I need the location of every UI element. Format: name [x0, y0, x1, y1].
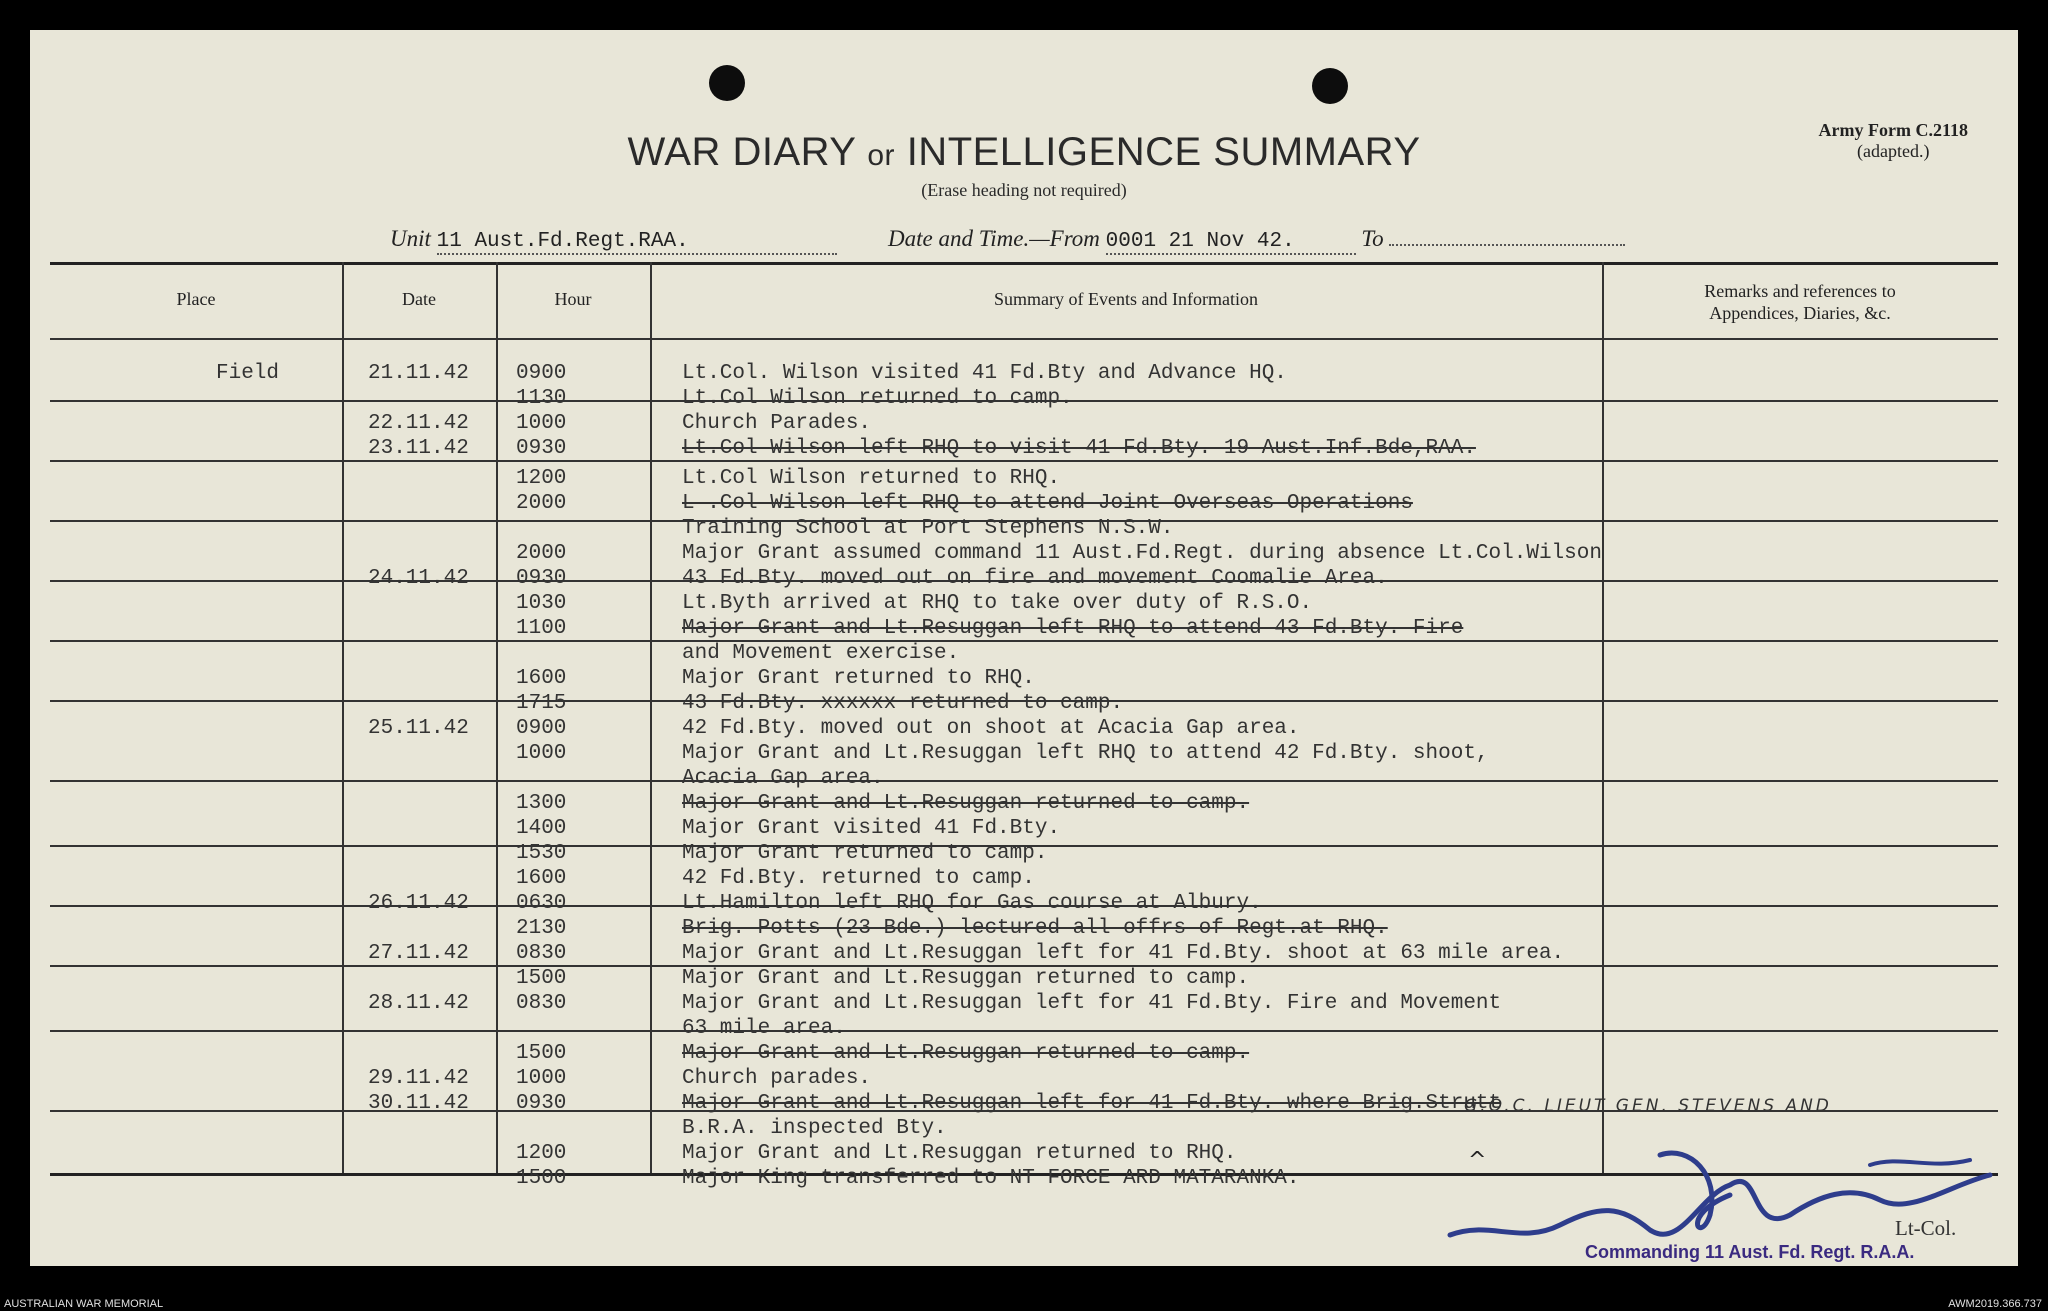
row-summary: Training School at Port Stephens N.S.W.	[682, 517, 1174, 540]
row-hour: 0900	[516, 362, 567, 385]
row-summary: Brig. Potts (23 Bde.) lectured all offrs of Regt.at RHQ.	[682, 917, 1388, 940]
row-hour: 1530	[516, 842, 567, 865]
to-label: To	[1361, 226, 1384, 251]
row-summary: L .Col Wilson left RHQ to attend Joint Overseas Operations	[682, 492, 1413, 515]
rank-lt-col: Lt-Col.	[1895, 1216, 1957, 1240]
row-date: 22.11.42	[368, 412, 469, 435]
col-divider-summary	[1602, 262, 1604, 1173]
row-hour: 0630	[516, 892, 567, 915]
col-divider-hour	[650, 262, 652, 1173]
unit-value: 11 Aust.Fd.Regt.RAA.	[437, 230, 837, 255]
row-summary: Major Grant and Lt.Resuggan returned to camp.	[682, 792, 1250, 815]
row-hour: 0930	[516, 1092, 567, 1115]
punch-hole-right	[1312, 68, 1348, 104]
row-summary: 43 Fd.Bty. xxxxxx returned to camp.	[682, 692, 1124, 715]
row-hour: 1500	[516, 967, 567, 990]
row-summary: Major Grant and Lt.Resuggan returned to camp.	[682, 967, 1250, 990]
to-value	[1389, 244, 1625, 246]
row-hour: 0900	[516, 717, 567, 740]
row-summary: Acacia Gap area.	[682, 767, 884, 790]
row-summary: Lt.Col Wilson returned to camp.	[682, 387, 1073, 410]
row-hour: 2000	[516, 542, 567, 565]
row-hour: 1300	[516, 792, 567, 815]
row-date: 25.11.42	[368, 717, 469, 740]
col-divider-place	[342, 262, 344, 1173]
row-summary: 42 Fd.Bty. moved out on shoot at Acacia Gap area.	[682, 717, 1300, 740]
army-form-adapted: (adapted.)	[1857, 141, 1930, 161]
row-hour: 0930	[516, 437, 567, 460]
row-hour: 1200	[516, 1142, 567, 1165]
row-summary: B.R.A. inspected Bty.	[682, 1117, 947, 1140]
row-hour: 1500	[516, 1167, 567, 1190]
remarks-line-2: Appendices, Diaries, &c.	[1709, 303, 1891, 323]
page-title	[30, 130, 2018, 175]
date-label: Date and Time.—From	[888, 226, 1100, 251]
footer-credit: AUSTRALIAN WAR MEMORIAL	[4, 1298, 164, 1310]
row-place: Field	[216, 362, 280, 385]
row-summary: 63 mile area.	[682, 1017, 846, 1040]
row-divider	[50, 780, 1998, 782]
row-date: 28.11.42	[368, 992, 469, 1015]
row-summary: Major Grant assumed command 11 Aust.Fd.Regt. during absence Lt.Col.Wilson	[682, 542, 1602, 565]
row-hour: 1715	[516, 692, 567, 715]
row-hour: 2130	[516, 917, 567, 940]
title-or: or	[867, 139, 896, 172]
row-hour: 0830	[516, 942, 567, 965]
unit-label: Unit	[390, 226, 431, 251]
row-summary: Lt.Col Wilson left RHQ to visit 41 Fd.Bty. 19 Aust.Inf.Bde,RAA.	[682, 437, 1476, 460]
row-date: 21.11.42	[368, 362, 469, 385]
handwritten-note: G.O.C. LIEUT GEN. STEVENS AND	[1464, 1096, 1832, 1116]
row-hour: 1200	[516, 467, 567, 490]
row-summary: Major Grant and Lt.Resuggan left for 41 Fd.Bty. Fire and Movement	[682, 992, 1502, 1015]
unit-line	[390, 226, 837, 255]
army-form-label	[1819, 120, 1968, 162]
row-date: 30.11.42	[368, 1092, 469, 1115]
row-divider	[50, 1030, 1998, 1032]
row-summary: Church parades.	[682, 1067, 872, 1090]
row-summary: Church Parades.	[682, 412, 872, 435]
row-hour: 1600	[516, 667, 567, 690]
row-summary: Major Grant and Lt.Resuggan left for 41 Fd.Bty. shoot at 63 mile area.	[682, 942, 1565, 965]
row-summary: 42 Fd.Bty. returned to camp.	[682, 867, 1035, 890]
row-summary: Major Grant and Lt.Resuggan returned to RHQ.	[682, 1142, 1237, 1165]
row-hour: 2000	[516, 492, 567, 515]
row-summary: 43 Fd.Bty. moved out on fire and movement Coomalie Area.	[682, 567, 1388, 590]
col-header-hour: Hour	[554, 289, 592, 309]
row-summary: Major Grant and Lt.Resuggan left RHQ to attend 43 Fd.Bty. Fire	[682, 617, 1464, 640]
row-hour: 1500	[516, 1042, 567, 1065]
row-date: 23.11.42	[368, 437, 469, 460]
row-hour: 0830	[516, 992, 567, 1015]
row-summary: Major Grant and Lt.Resuggan returned to camp.	[682, 1042, 1250, 1065]
insertion-caret: ^	[1468, 1148, 1487, 1173]
row-summary: Major Grant and Lt.Resuggan left for 41 Fd.Bty. where Brig.Strutt	[682, 1092, 1502, 1115]
col-divider-date	[496, 262, 498, 1173]
row-hour: 0930	[516, 567, 567, 590]
row-summary: Lt.Col. Wilson visited 41 Fd.Bty and Advance HQ.	[682, 362, 1287, 385]
col-header-remarks	[1602, 280, 1998, 324]
row-summary: Major Grant and Lt.Resuggan left RHQ to attend 42 Fd.Bty. shoot,	[682, 742, 1489, 765]
row-date: 24.11.42	[368, 567, 469, 590]
row-hour: 1000	[516, 412, 567, 435]
row-summary: Major Grant returned to camp.	[682, 842, 1048, 865]
punch-hole-left	[709, 65, 745, 101]
row-hour: 1000	[516, 742, 567, 765]
row-summary: Major Grant visited 41 Fd.Bty.	[682, 817, 1061, 840]
col-header-date: Date	[402, 289, 436, 309]
date-line	[888, 226, 1625, 255]
row-hour: 1130	[516, 387, 567, 410]
remarks-line-1: Remarks and references to	[1704, 281, 1896, 301]
row-hour: 1030	[516, 592, 567, 615]
row-date: 27.11.42	[368, 942, 469, 965]
row-date: 29.11.42	[368, 1067, 469, 1090]
row-summary: Lt.Byth arrived at RHQ to take over duty of R.S.O.	[682, 592, 1313, 615]
row-summary: and Movement exercise.	[682, 642, 960, 665]
date-value: 0001 21 Nov 42.	[1106, 230, 1356, 255]
col-header-place: Place	[176, 289, 216, 309]
diary-page	[30, 30, 2018, 1266]
row-summary: Lt.Hamilton left RHQ for Gas course at Albury.	[682, 892, 1262, 915]
row-hour: 1400	[516, 817, 567, 840]
row-hour: 1600	[516, 867, 567, 890]
row-summary: Major Grant returned to RHQ.	[682, 667, 1035, 690]
row-summary: Lt.Col Wilson returned to RHQ.	[682, 467, 1061, 490]
page-subtitle: (Erase heading not required)	[921, 180, 1127, 200]
col-header-summary: Summary of Events and Information	[994, 289, 1258, 309]
title-part-a: WAR DIARY	[627, 130, 856, 174]
commanding-stamp: Commanding 11 Aust. Fd. Regt. R.A.A.	[1585, 1242, 1915, 1262]
row-date: 26.11.42	[368, 892, 469, 915]
footer-accession: AWM2019.366.737	[1948, 1298, 2042, 1310]
army-form-number: Army Form C.2118	[1818, 120, 1968, 140]
row-hour: 1100	[516, 617, 567, 640]
row-hour: 1000	[516, 1067, 567, 1090]
row-summary: Major King transferred to NT FORCE ARD MATARANKA.	[682, 1167, 1300, 1190]
title-part-b: INTELLIGENCE SUMMARY	[906, 130, 1421, 174]
